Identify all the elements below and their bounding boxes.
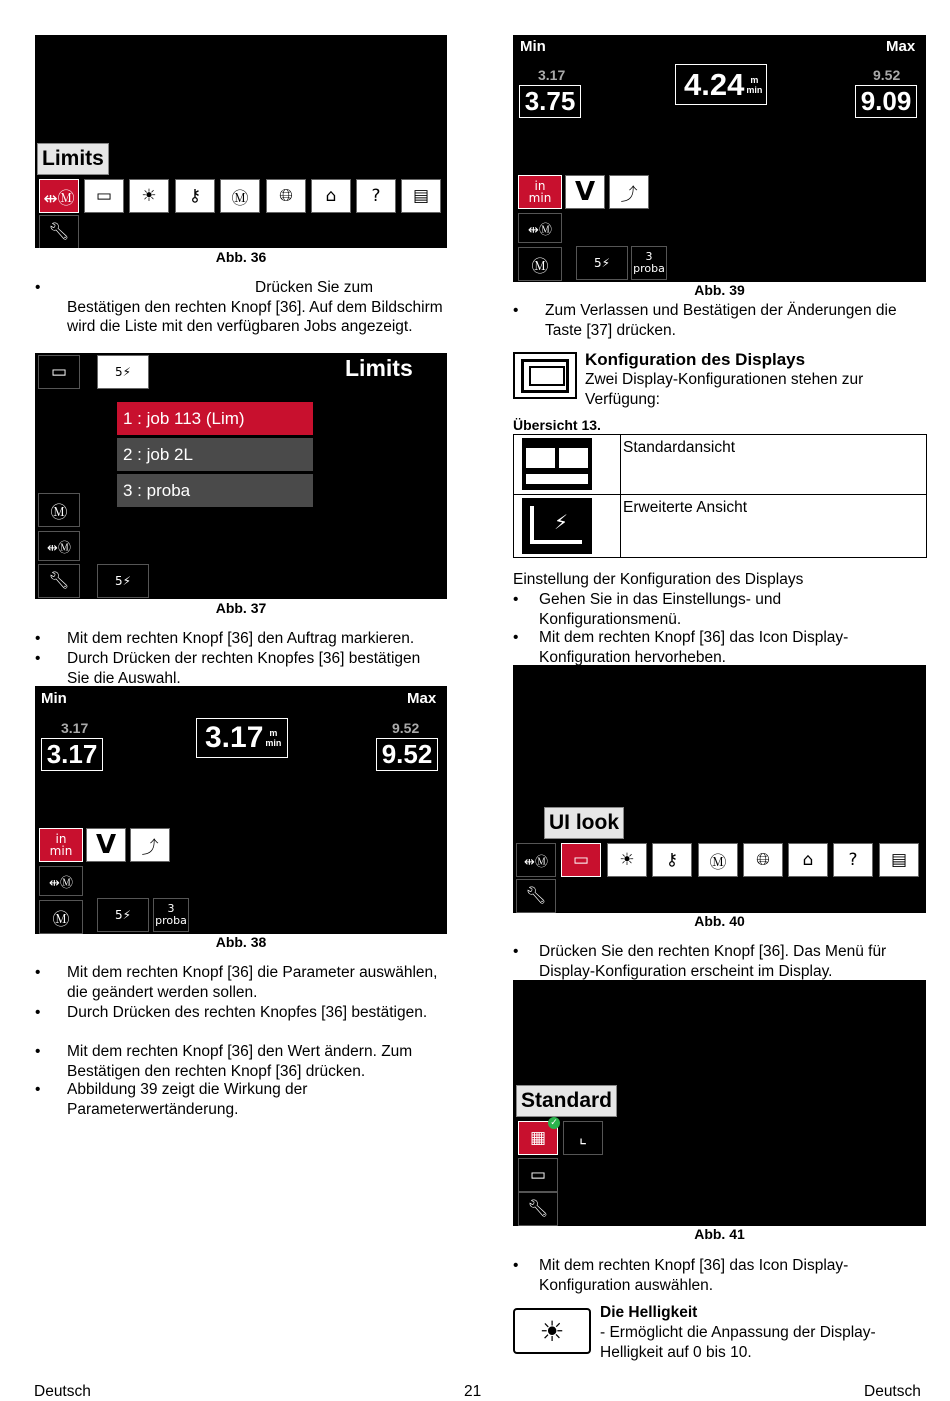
display-icon[interactable]: ▭ [518,1158,558,1192]
max-label: Max [886,38,916,55]
knob-m-icon: ⇹Ⓜ [518,213,562,243]
brightness-icon: ☀ [513,1308,591,1354]
job-icon[interactable]: 3 proba [153,898,189,932]
min-value-box[interactable]: 3.17 [41,738,103,771]
display-icon[interactable]: ▭ [561,843,601,877]
min-label: Min [41,690,67,707]
page-number: 21 [464,1383,482,1400]
document-icon[interactable]: ▤ [401,179,441,213]
section-title: Konfiguration des Displays [585,350,806,369]
figure-38-caption: Abb. 38 [215,934,267,950]
job-list-item-1[interactable]: 1 : job 113 (Lim) [117,402,313,435]
display-icon[interactable]: ▭ [84,179,124,213]
screen-title: Limits [345,355,413,381]
figure-39-screen [513,35,926,282]
wire-icon[interactable]: Ⓜ [220,179,260,213]
figure-39-caption: Abb. 39 [694,282,745,298]
knob-m-icon[interactable]: ⇹Ⓜ [516,843,556,877]
knob-m-icon: ⇹Ⓜ [39,866,83,896]
weld-mode-icon[interactable]: 5⚡ [97,564,149,598]
standard-view-icon[interactable]: ▦ [518,1121,558,1155]
wire-speed-value: 3.17 m min [196,718,288,758]
max-limit-value: 9.52 [873,67,901,83]
wire-speed-value: 4.24 m min [675,64,767,105]
key-icon[interactable]: ⚷ [652,843,692,877]
service-icon[interactable]: ? [833,843,873,877]
max-label: Max [407,690,437,707]
figure-41-caption: Abb. 41 [694,1226,745,1242]
job-icon[interactable]: 3 proba [631,246,667,280]
figure-36-screen [35,35,447,248]
job-list-item-3[interactable]: 3 : proba [117,474,313,507]
arc-control-icon[interactable]: ⤴ [609,175,649,209]
key-icon[interactable]: ⚷ [175,179,215,213]
knob-m-icon[interactable]: ⇹Ⓜ [38,531,80,561]
min-label: Min [520,38,546,55]
weld-mode-icon[interactable]: 5 ⚡ [576,246,628,280]
footer-right: Deutsch [864,1383,921,1400]
section-text: Zwei Display-Konfigurationen stehen zur Verfügung: [585,371,864,408]
extended-view-icon: ⚡ [522,498,592,554]
figure-41-screen [513,980,926,1226]
min-limit-value: 3.17 [538,67,566,83]
bulb-icon[interactable]: ☀ [129,179,169,213]
factory-icon[interactable]: ⌂ [788,843,828,877]
wrench-icon[interactable]: 🔧︎ [39,215,79,248]
brightness-title: Die Helligkeit [600,1304,698,1321]
wrench-icon[interactable]: 🔧︎ [38,564,80,598]
globe-icon[interactable]: 🌐︎ [743,843,783,877]
wrench-icon[interactable]: 🔧︎ [518,1192,558,1226]
knob-m-icon[interactable]: Ⓜ [38,493,80,527]
display-icon: ▭ [38,355,80,389]
display-config-icon [513,352,577,399]
max-value-box[interactable]: 9.09 [855,85,917,118]
brightness-text: - Ermöglicht die Anpassung der Display-Helligkeit auf 0 bis 10. [600,1324,876,1361]
figure-40-screen [513,665,926,913]
overview-row-2: Erweiterte Ansicht [621,495,927,558]
wrench-icon[interactable]: 🔧︎ [516,879,556,913]
wire-speed-icon[interactable]: in min [39,828,83,862]
figure-37-screen [35,353,447,599]
weld-mode-icon[interactable]: 5 ⚡ [97,898,149,932]
max-value-box[interactable]: 9.52 [376,738,438,771]
m-circle-icon[interactable]: Ⓜ [39,900,83,934]
min-limit-value: 3.17 [61,720,89,736]
standard-view-icon [522,438,592,490]
min-value-box[interactable]: 3.75 [519,85,581,118]
footer-left: Deutsch [34,1383,91,1400]
job-list-item-2[interactable]: 2 : job 2L [117,438,313,471]
menu-label: Standard [516,1085,617,1117]
factory-icon[interactable]: ⌂ [311,179,351,213]
check-icon: ✓ [548,1117,560,1129]
figure-36-caption: Abb. 36 [215,249,267,265]
voltage-icon[interactable]: V [565,175,605,209]
document-icon[interactable]: ▤ [879,843,919,877]
wire-speed-icon[interactable]: in min [518,175,562,209]
overview-row-1: Standardansicht [621,435,927,495]
service-icon[interactable]: ? [356,179,396,213]
voltage-icon[interactable]: V [86,828,126,862]
figure-37-caption: Abb. 37 [215,600,267,616]
m-circle-icon[interactable]: Ⓜ [518,247,562,281]
figure-40-caption: Abb. 40 [694,913,745,929]
overview-title: Übersicht 13. [513,417,601,433]
wire-icon[interactable]: Ⓜ [698,843,738,877]
globe-icon[interactable]: 🌐︎ [266,179,306,213]
menu-label: Limits [37,143,109,175]
knob-m-icon[interactable]: ⇹Ⓜ [39,179,79,213]
figure-38-screen [35,686,447,934]
overview-table [513,434,927,558]
weld-mode-icon: 5 ⚡ [97,355,149,389]
extended-view-icon[interactable]: ⌞ [563,1121,603,1155]
max-limit-value: 9.52 [392,720,420,736]
menu-label: UI look [544,807,624,839]
bulb-icon[interactable]: ☀ [607,843,647,877]
setting-title: Einstellung der Konfiguration des Displays [513,571,804,588]
arc-control-icon[interactable]: ⤴ [130,828,170,862]
